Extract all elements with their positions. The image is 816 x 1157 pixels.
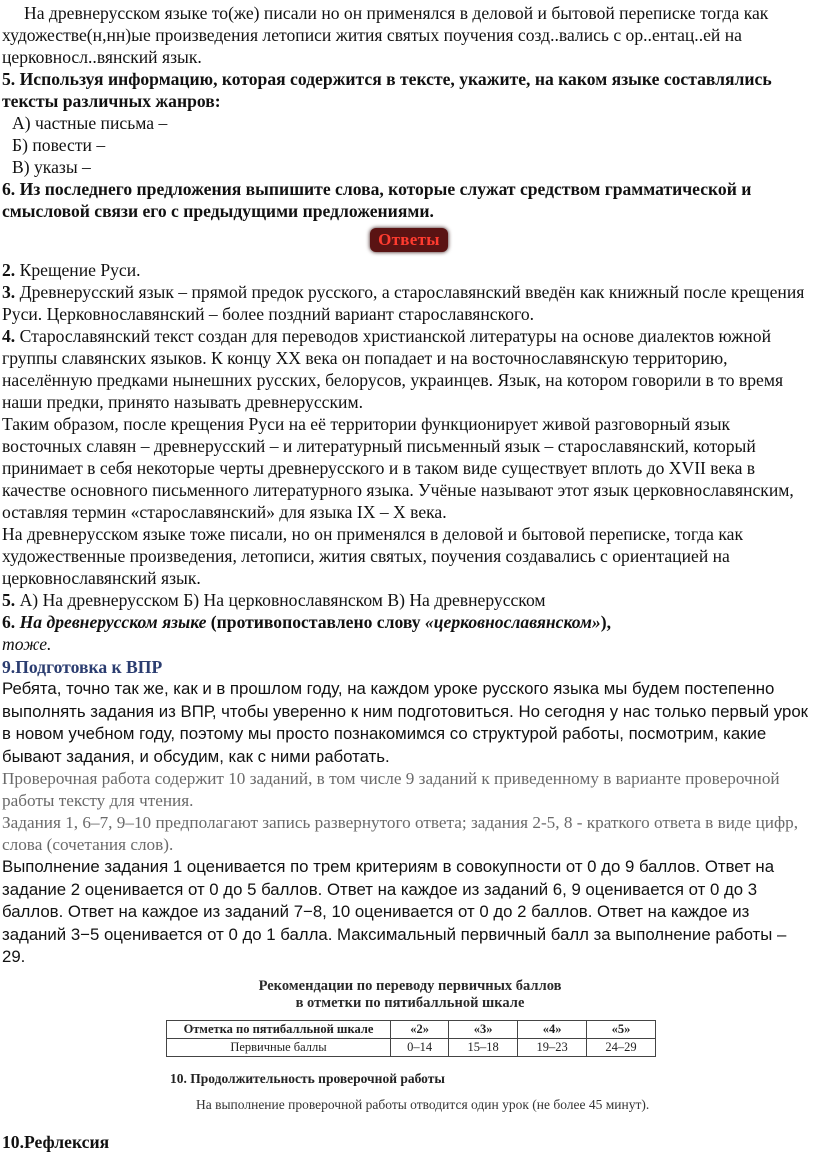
answer-6-tail: тоже. [2,634,52,654]
answer-5-number: 5. [2,590,16,610]
table-row [167,1039,656,1057]
answer-3 [2,281,810,325]
option-a: А) частные письма – [12,113,168,133]
question-5: 5. Используя информацию, которая содержится в тексте, укажите, на каком языке составлялись тексты различных жанров: [2,69,772,111]
answer-3-text: Древнерусский язык – прямой предок русского, а старославянский введён как книжный после крещения Руси. Церковнославянский – более поздний вариант старославянского. [2,282,805,324]
duration-text: На выполнение проверочной работы отводится один урок (не более 45 минут). [196,1097,650,1112]
table-header-cell: «4» [518,1021,587,1039]
answer-4 [2,325,810,413]
answers-block [2,259,810,655]
old-russian-paragraph: На древнерусском языке тоже писали, но он применялся в деловой и бытовой переписке, тогда как художественные произведения, летописи, жития святых, поучения создавались с ориентацией на церковнославянский язык. [2,524,743,588]
vpr-task-types-note: Задания 1, 6–7, 9–10 предполагают запись развернутого ответа; задания 2-5, 8 - краткого ответа в виде цифр, слова (сочетания слов). [2,813,798,854]
task-block [2,2,810,222]
duration-title: 10. Продолжительность проверочной работы [170,1071,445,1086]
option-b: Б) повести – [12,135,106,155]
table-title-line-2: в отметки по пятибалльной шкале [295,995,525,1011]
answer-6-number: 6. [2,612,16,632]
summary-paragraph: Таким образом, после крещения Руси на её территории функционирует живой разговорный язык восточных славян – древнерусский – и литературный письменный язык – старославянский, который принимает в себя некоторые черты древнерусского и в таком виде существует вплоть до XVII века в качестве основного письменного литературного языка. Учёные называют этот язык церковнославянским, оставляя термин «старославянский» для языка IX – X века. [2,414,794,522]
table-header-cell: «3» [449,1021,518,1039]
answer-6-word: «церковнославянском» [424,612,601,632]
vpr-scoring: Выполнение задания 1 оценивается по трем критериям в совокупности от 0 до 9 баллов. Ответ на задание 2 оценивается от 0 до 5 баллов. Ответ на каждое из заданий 6, 9 оценивается от 0 до 3 баллов. Ответ на каждое из заданий 7−8, 10 оценивается от 0 до 2 баллов. Ответ на каждое из заданий 3−5 оценивается от 0 до 1 балла. Максимальный первичный балл за выполнение работы – 29. [2,857,787,966]
answer-6-note: (противопоставлено слову [206,612,425,632]
vpr-intro: Ребята, точно так же, как и в прошлом году, на каждом уроке русского языка мы будем постепенно выполнять задания из ВПР, чтобы уверенно к ним подготовиться. Но сегодня у нас только первый урок в новом учебном году, поэтому мы просто познакомимся со структурой работы, посмотрим, какие бывают задания, и обсудим, как с ними работать. [2,679,809,766]
answer-5 [2,589,810,611]
table-header-cell: «5» [587,1021,656,1039]
table-cell: 0–14 [391,1039,449,1057]
table-header-cell: Отметка по пятибалльной шкале [167,1021,391,1039]
answer-6-phrase: На древнерусском языке [15,612,207,632]
vpr-structure-note: Проверочная работа содержит 10 заданий, в том числе 9 заданий к приведенному в варианте проверочной работы тексту для чтения. [2,769,780,810]
reflection-heading: 10.Рефлексия [2,1132,110,1152]
table-cell: 15–18 [449,1039,518,1057]
table-row [167,1021,656,1039]
answer-2 [2,259,810,281]
answer-6 [2,611,810,633]
vpr-section [2,656,810,969]
answer-2-text: Крещение Руси. [15,260,141,280]
table-cell: 19–23 [518,1039,587,1057]
vpr-heading: 9.Подготовка к ВПР [2,657,163,677]
answer-4-number: 4. [2,326,16,346]
task-paragraph: На древнерусском языке то(же) писали но он применялся в деловой и бытовой переписке тогда как художестве(н,нн)ые произведения летописи жития святых поучения созд..вались с ор..ентац..ей на церковносл..вянский язык. [2,3,769,67]
table-cell: 24–29 [587,1039,656,1057]
score-table [166,1020,656,1057]
table-cell: Первичные баллы [167,1039,391,1057]
answer-4-text: Старославянский текст создан для переводов христианской литературы на основе диалектов южной группы славянских языков. К концу XX века он попадает и на восточнославянскую территорию, населённую предками нынешних русских, белорусов, украинцев. Язык, на котором говорили в то время наши предки, принято называть древнерусским. [2,326,784,412]
score-conversion-figure [160,978,660,1128]
question-6: 6. Из последнего предложения выпишите слова, которые служат средством грамматической и смысловой связи его с предыдущими предложениями. [2,179,752,221]
answer-6-close: ), [600,612,611,632]
table-header-cell: «2» [391,1021,449,1039]
table-title-line-1: Рекомендации по переводу первичных баллов [258,978,562,994]
option-c: В) указы – [12,157,91,177]
answer-2-number: 2. [2,260,16,280]
answer-5-text: А) На древнерусском Б) На церковнославянском В) На древнерусском [15,590,546,610]
answer-3-number: 3. [2,282,16,302]
answers-button[interactable]: Ответы [370,228,448,252]
